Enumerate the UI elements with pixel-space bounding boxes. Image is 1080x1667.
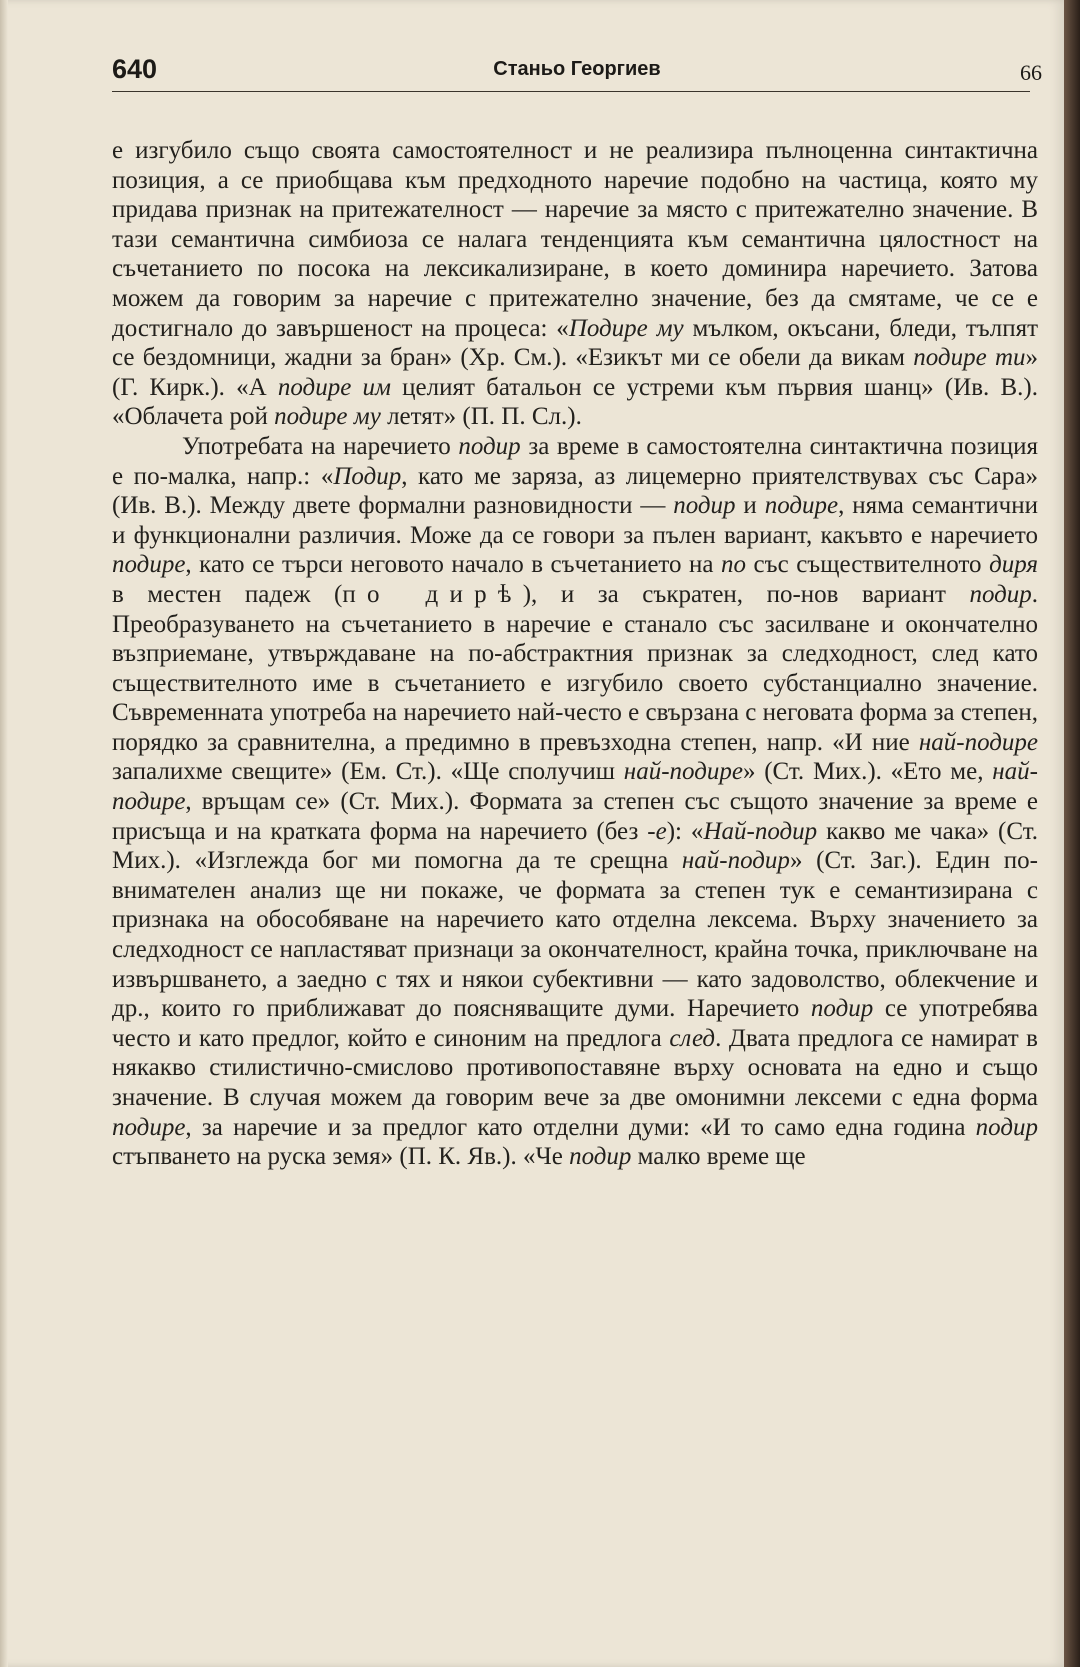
text-run: се употребява често и като предлог, който е синоним на предлога bbox=[112, 995, 1038, 1052]
header-rule bbox=[112, 91, 1030, 92]
text-run: какво ме чака» (Ст. Мих.). «Изглежда бог ми помогна да те срещна bbox=[112, 817, 1039, 875]
text-run: по дирѣ bbox=[342, 580, 523, 608]
text-run: , като се търси неговото начало в съчетанието на bbox=[185, 551, 722, 579]
italic-term: подире bbox=[112, 1113, 186, 1141]
text-run: в местен падеж ( bbox=[112, 580, 343, 608]
paragraph-2 bbox=[112, 432, 1038, 1172]
italic-term: подире bbox=[764, 492, 839, 520]
italic-term: подире bbox=[112, 551, 186, 579]
italic-term: Подир bbox=[333, 462, 402, 490]
text-run: » (Ст. Мих.). «Ето ме, bbox=[742, 758, 993, 786]
text-run: . Преобразуването на съчетанието в наречие е станало със засилване и окончателно възприемане, утвърждаване на по-абстрактния признак за следходност, след като съществителното име в съчетанието е изгубило своето субстанциално значение. Съвременната употреба на наречието най-често е свързана с неговата форма за степен, порядко за сравнителна, а предимно в превъзходна степен, напр. «И ние bbox=[112, 580, 1039, 756]
italic-term: подир bbox=[673, 492, 736, 520]
text-run: » (Ст. Заг.). Един по-внимателен анализ ще ни покаже, че формата за степен тук е семантизирана с признака на обособяване на наречието като отделна лексема. Върху значението за следходност се напластяват признаци за окончателност, крайна точка, приключване на извършването, а заедно с тях и някои субективни — като задоволство, облекчение и др., които го приближават до поясняващите думи. Наречието bbox=[112, 847, 1038, 1023]
italic-term: диря bbox=[989, 551, 1039, 579]
italic-term: подир bbox=[810, 995, 874, 1023]
italic-term: Подире му bbox=[568, 314, 684, 342]
italic-term: най-подир bbox=[681, 847, 790, 875]
text-run: малко време ще bbox=[631, 1143, 806, 1171]
section-number: 66 bbox=[1020, 60, 1042, 85]
page-header bbox=[112, 54, 1042, 94]
italic-term: Най-подир bbox=[703, 817, 818, 845]
book-spine bbox=[1064, 0, 1080, 1667]
text-run: целият батальон се устреми към първия шанц» (Ив. В.). «Облачета рой bbox=[112, 373, 1039, 431]
running-title: Станьо Георгиев bbox=[493, 58, 661, 80]
body-text bbox=[112, 136, 1038, 1172]
italic-term: най-подире bbox=[112, 758, 1038, 816]
text-run: ): « bbox=[666, 817, 704, 845]
italic-term: подире им bbox=[277, 373, 391, 401]
text-run: , за наречие и за предлог като отделни думи: «И то само една година bbox=[185, 1113, 976, 1141]
italic-term: подире ти bbox=[913, 344, 1026, 372]
text-run: » (Г. Кирк.). «А bbox=[112, 344, 1039, 401]
text-run: запалихме свещите» (Ем. Ст.). «Ще сполучиш bbox=[112, 758, 624, 786]
text-run: за време в самостоятелна синтактична позиция е по-малка, напр.: « bbox=[112, 432, 1038, 490]
italic-term: по bbox=[721, 551, 747, 579]
text-run: , като ме заряза, аз лицемерно приятелствувах със Сара» (Ив. В.). Между двете формални разновидности — bbox=[112, 462, 1038, 520]
italic-term: подир bbox=[975, 1113, 1038, 1141]
text-run: със съществителното bbox=[746, 551, 990, 579]
italic-term: след bbox=[669, 1024, 716, 1052]
text-run: е изгубило също своята самостоятелност и не реализира пълноценна синтактична позиция, а се приобщава към предходното наречие подобно на частица, която му придава признак на притежателност — наречие за място с притежателно значение. В тази семантична симбиоза се налага тенденцията към семантична цялостност на съчетанието по посока на лексикализиране, в което доминира наречието. Затова можем да говорим за наречие с притежателно значение, без да смятаме, че се е достигнало до завършеност на процеса: « bbox=[112, 137, 1038, 342]
paragraph-1 bbox=[112, 136, 1038, 432]
text-run: мълком, окъсани, бледи, тълпят се бездомници, жадни за бран» (Хр. См.). «Езикът ми се обели да викам bbox=[112, 314, 1039, 372]
text-run: . Двата предлога се намират в някакво стилистично-смислово противопоставяне върху основата на едно и също значение. В случая можем да говорим вече за две омонимни лексеми с една форма bbox=[112, 1024, 1038, 1111]
text-run: Употребата на наречието bbox=[182, 432, 459, 460]
text-run: ), и за съкратен, по-нов вариант bbox=[522, 580, 970, 608]
text-run: летят» (П. П. Сл.). bbox=[380, 403, 582, 431]
italic-term: подир bbox=[569, 1143, 632, 1171]
italic-term: най-подире bbox=[623, 758, 743, 786]
text-run: , връщам се» (Ст. Мих.). Формата за степен със същото значение за време е присъща и на кратката форма на наречието (без bbox=[112, 788, 1038, 845]
text-run: и bbox=[735, 492, 765, 520]
italic-term: подир bbox=[458, 432, 521, 460]
text-run: , няма семантични и функционални различия. Може да се говори за пълен вариант, какъвто е наречието bbox=[112, 492, 1038, 549]
page-number: 640 bbox=[112, 54, 158, 84]
text-run: стъпването на руска земя» (П. К. Яв.). «Че bbox=[112, 1143, 570, 1171]
italic-term: подир bbox=[969, 580, 1032, 608]
italic-term: най-подире bbox=[918, 728, 1038, 756]
italic-term: -е bbox=[647, 817, 667, 845]
page-left-edge bbox=[0, 0, 8, 1667]
italic-term: подире му bbox=[274, 403, 381, 431]
